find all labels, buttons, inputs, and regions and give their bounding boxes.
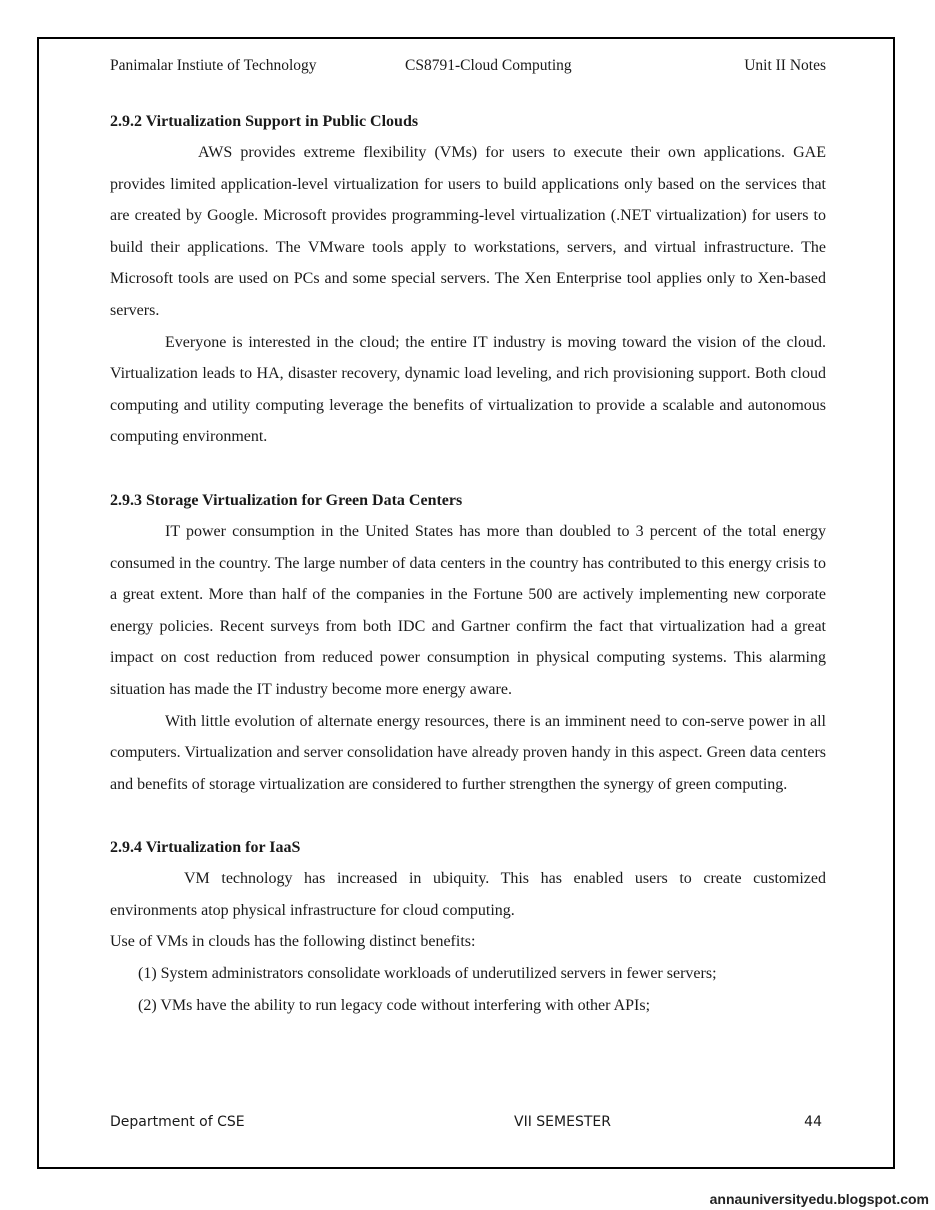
- list-item: (1) System administrators consolidate workloads of underutilized servers in fewer servers;: [138, 965, 717, 983]
- paragraph: With little evolution of alternate energy resources, there is an imminent need to con-serve power in all computers. Virtualization and server consolidation have already proven handy in this aspect. Green data centers and benefits of storage virtualization are considered to further strengthen the synergy of green computing.: [110, 712, 826, 793]
- page-footer: [110, 1114, 822, 1134]
- paragraph: VM technology has increased in ubiquity. This has enabled users to create customized environments atop physical infrastructure for cloud computing.: [110, 870, 826, 919]
- page-header: [110, 57, 826, 77]
- header-institute: Panimalar Instiute of Technology: [110, 57, 317, 74]
- list-intro: Use of VMs in clouds has the following distinct benefits:: [110, 933, 476, 951]
- section-spacer: [110, 453, 826, 485]
- paragraph: Everyone is interested in the cloud; the entire IT industry is moving toward the vision of the cloud. Virtualization leads to HA, disaster recovery, dynamic load leveling, and rich provisioning support. Both cloud computing and utility computing leverage the benefits of virtualization to provide a scalable and autonomous computing environment.: [110, 333, 826, 446]
- header-course: CS8791-Cloud Computing: [405, 57, 572, 74]
- watermark-url: annauniversityedu.blogspot.com: [709, 1191, 929, 1207]
- footer-page-number: 44: [804, 1114, 822, 1130]
- footer-semester: VII SEMESTER: [514, 1114, 611, 1130]
- section-heading-2-9-4: 2.9.4 Virtualization for IaaS: [110, 839, 301, 857]
- section-spacer: [110, 800, 826, 832]
- section-heading-2-9-2: 2.9.2 Virtualization Support in Public Clouds: [110, 113, 419, 130]
- section-heading-2-9-3: 2.9.3 Storage Virtualization for Green Data Centers: [110, 491, 463, 509]
- header-unit: Unit II Notes: [744, 57, 826, 74]
- footer-department: Department of CSE: [110, 1114, 245, 1130]
- paragraph: IT power consumption in the United States has more than doubled to 3 percent of the total energy consumed in the country. The large number of data centers in the country has contributed to this energy crisis to a great extent. More than half of the companies in the Fortune 500 are actively implementing new corporate energy policies. Recent surveys from both IDC and Gartner confirm the fact that virtualization had a great impact on cost reduction from reduced power consumption in physical computing systems. This alarming situation has made the IT industry become more energy aware.: [110, 522, 826, 698]
- page-body: [110, 106, 826, 1021]
- paragraph: AWS provides extreme flexibility (VMs) for users to execute their own applications. GAE provides limited application-level virtualization for users to build applications only based on the services that are created by Google. Microsoft provides programming-level virtualization (.NET virtualization) for users to build their applications. The VMware tools apply to workstations, servers, and virtual infrastructure. The Microsoft tools are used on PCs and some special servers. The Xen Enterprise tool applies only to Xen-based servers.: [110, 144, 826, 319]
- list-item: (2) VMs have the ability to run legacy code without interfering with other APIs;: [138, 996, 651, 1014]
